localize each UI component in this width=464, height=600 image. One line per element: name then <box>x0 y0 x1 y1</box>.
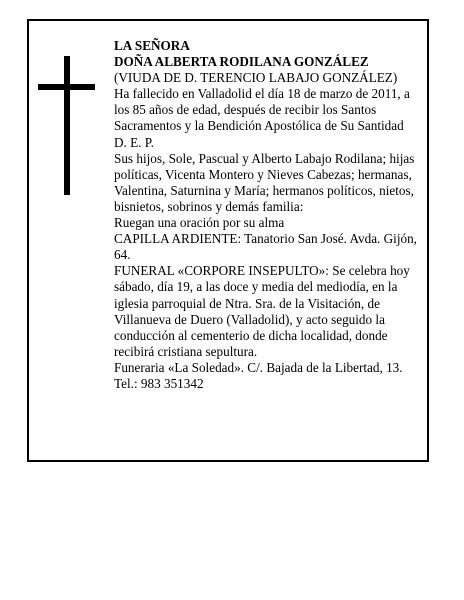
deceased-name: DOÑA ALBERTA RODILANA GONZÁLEZ <box>114 54 369 70</box>
rip-line: D. E. P. <box>114 134 154 150</box>
notice-heading: LA SEÑORA <box>114 38 190 53</box>
family-paragraph: Sus hijos, Sole, Pascual y Alberto Labajo Rodilana; hijas políticas, Vicenta Montero y Nieves Cabezas; hermanas, Valentina, Saturnina y María; hermanos políticos, nietos, bisnietos, sobrinos y demás familia: <box>114 150 415 214</box>
cross-horizontal-bar <box>38 84 95 90</box>
notice-text <box>114 38 420 392</box>
chapel-paragraph: CAPILLA ARDIENTE: Tanatorio San José. Avda. Gijón, 64. <box>114 231 417 263</box>
funeral-paragraph: FUNERAL «CORPORE INSEPULTO»: Se celebra hoy sábado, día 19, a las doce y media del mediodía, en la iglesia parroquial de Ntra. Sra. de la Visitación, de Villanueva de Duero (Valladolid), y acto seguido la conducción al cementerio de dicha localidad, donde recibirá cristiana sepultura. <box>114 263 410 359</box>
death-paragraph: Ha fallecido en Valladolid el día 18 de marzo de 2011, a los 85 años de edad, después de recibir los Santos Sacramentos y la Bendición Apostólica de Su Santidad <box>114 86 410 134</box>
widow-line: (VIUDA DE D. TERENCIO LABAJO GONZÁLEZ) <box>114 70 398 86</box>
cross-vertical-bar <box>64 56 70 195</box>
funeral-home-paragraph: Funeraria «La Soledad». C/. Bajada de la Libertad, 13. Tel.: 983 351342 <box>114 359 403 391</box>
prayer-line: Ruegan una oración por su alma <box>114 215 285 231</box>
